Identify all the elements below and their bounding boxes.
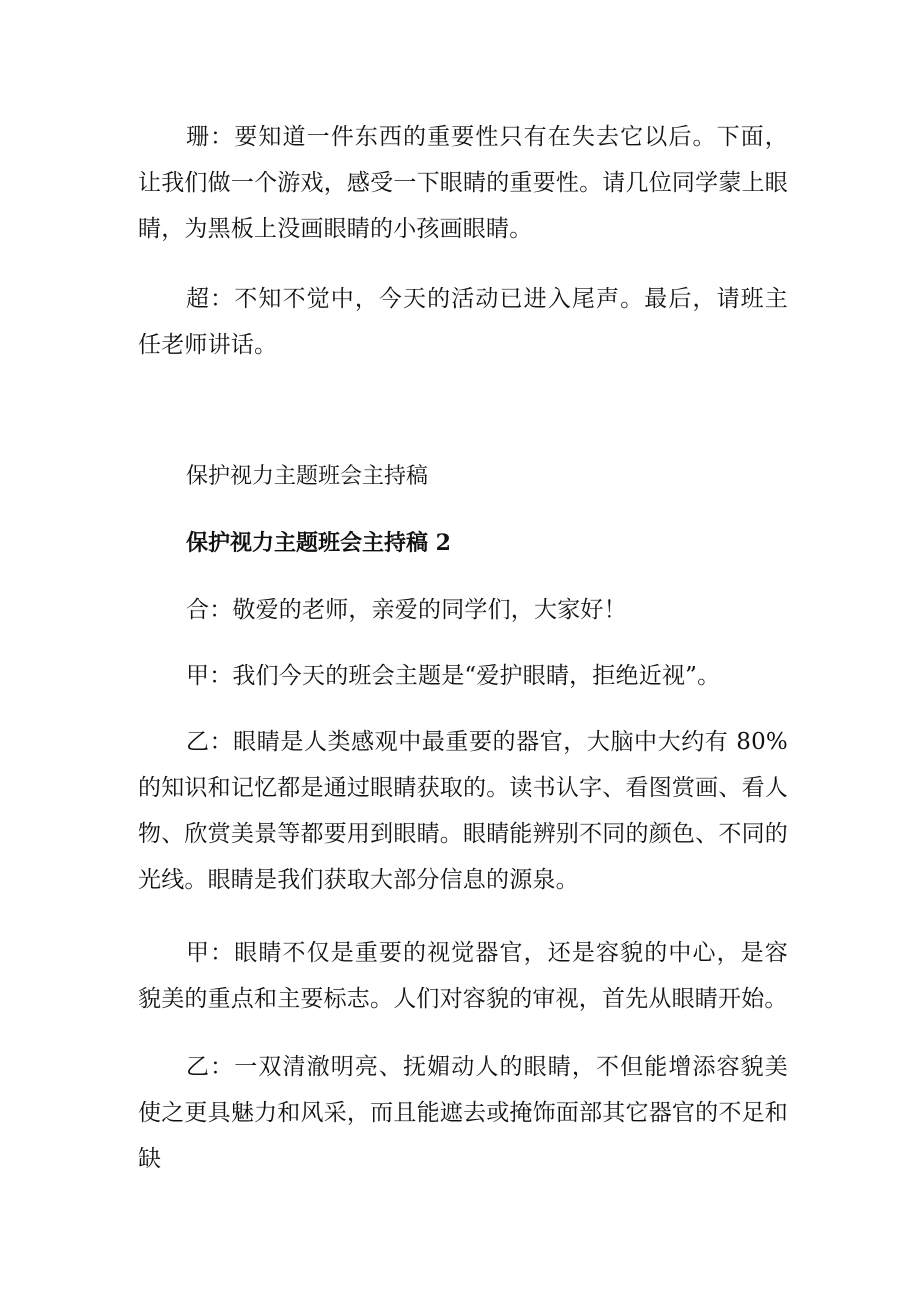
paragraph-shan: 珊：要知道一件东西的重要性只有在失去它以后。下面，让我们做一个游戏，感受一下眼睛的重要性。请几位同学蒙上眼睛，为黑板上没画眼睛的小孩画眼睛。 <box>138 124 788 242</box>
section-title-2: 保护视力主题班会主持稿 2 <box>186 530 451 556</box>
paragraph-he: 合：敬爱的老师，亲爱的同学们，大家好！ <box>186 597 627 623</box>
paragraph-chao: 超：不知不觉中，今天的活动已进入尾声。最后，请班主任老师讲话。 <box>138 286 788 358</box>
paragraph-yi-1: 乙：眼睛是人类感观中最重要的器官，大脑中大约有 80%的知识和记忆都是通过眼睛获取的。读书认字、看图赏画、看人物、欣赏美景等都要用到眼睛。眼睛能辨别不同的颜色、不同的光线。眼睛是我们获取大部分信息的源泉。 <box>138 729 788 893</box>
paragraph-jia-1: 甲：我们今天的班会主题是“爱护眼睛，拒绝近视”。 <box>186 663 721 689</box>
section-title: 保护视力主题班会主持稿 <box>186 464 429 489</box>
paragraph-yi-2: 乙：一双清澈明亮、抚媚动人的眼睛，不但能增添容貌美使之更具魅力和风采，而且能遮去或掩饰面部其它器官的不足和缺 <box>138 1054 788 1172</box>
paragraph-jia-2: 甲：眼睛不仅是重要的视觉器官，还是容貌的中心，是容貌美的重点和主要标志。人们对容貌的审视，首先从眼睛开始。 <box>138 940 788 1012</box>
